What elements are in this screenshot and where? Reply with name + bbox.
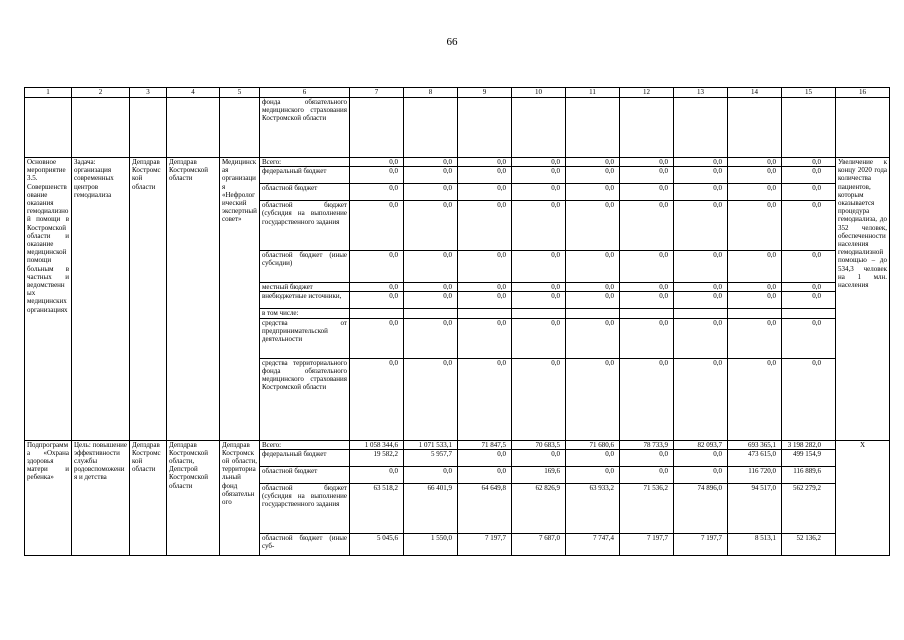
subprogram-col3: Депздрав Костромской области: [130, 440, 167, 555]
subprogram-source-label: федеральный бюджет: [260, 449, 350, 466]
subprogram-value: 78 733,9: [620, 440, 674, 449]
measure-value: 0,0: [782, 184, 836, 201]
measure-value: 0,0: [404, 167, 458, 184]
measure-value: 0,0: [458, 292, 512, 309]
measure-value: 0,0: [404, 292, 458, 309]
measure-value: 0,0: [674, 201, 728, 251]
measure-value: 0,0: [350, 201, 404, 251]
measure-value: [566, 309, 620, 318]
measure-value: 0,0: [458, 201, 512, 251]
measure-value: 0,0: [512, 167, 566, 184]
measure-value: 0,0: [458, 184, 512, 201]
measure-value: 0,0: [404, 158, 458, 167]
column-number-3: 3: [130, 88, 167, 98]
subprogram-source-label: областной бюджет: [260, 466, 350, 483]
measure-value: 0,0: [404, 201, 458, 251]
measure-value: 0,0: [620, 201, 674, 251]
measure-value: 0,0: [620, 251, 674, 283]
column-number-1: 1: [25, 88, 72, 98]
measure-value: 0,0: [566, 283, 620, 292]
measure-value: 0,0: [620, 358, 674, 440]
subprogram-value: 7 747,4: [566, 533, 620, 555]
measure-value: 0,0: [512, 184, 566, 201]
subprogram-value: 0,0: [512, 449, 566, 466]
measure-source-label: в том числе:: [260, 309, 350, 318]
measure-value: 0,0: [674, 318, 728, 358]
subprogram-row: [25, 440, 890, 449]
measure-source-label: федеральный бюджет: [260, 167, 350, 184]
column-number-14: 14: [728, 88, 782, 98]
measure-value: 0,0: [782, 292, 836, 309]
subprogram-value: 0,0: [674, 466, 728, 483]
measure-value: [350, 309, 404, 318]
measure-value: 0,0: [728, 292, 782, 309]
measure-value: 0,0: [458, 358, 512, 440]
subprogram-value: 0,0: [620, 466, 674, 483]
measure-value: 0,0: [566, 201, 620, 251]
measure-value: 0,0: [620, 283, 674, 292]
measure-value: 0,0: [782, 167, 836, 184]
measure-value: 0,0: [566, 251, 620, 283]
subprogram-value: 562 279,2: [782, 483, 836, 533]
measure-col1: Основное мероприятие 3.5. Совершенствование оказания гемодиализной помощи в Костромской области и оказание медицинской помощи больным в частных и ведомственных медицинских организациях: [25, 158, 72, 441]
measure-value: 0,0: [728, 184, 782, 201]
measure-value: 0,0: [620, 158, 674, 167]
subprogram-value: 7 197,7: [620, 533, 674, 555]
measure-value: 0,0: [728, 318, 782, 358]
measure-value: 0,0: [512, 158, 566, 167]
column-number-row: [25, 88, 890, 98]
subprogram-value: 0,0: [674, 449, 728, 466]
subprogram-value: 7 197,7: [458, 533, 512, 555]
subprogram-value: 0,0: [404, 466, 458, 483]
measure-value: 0,0: [674, 167, 728, 184]
column-number-11: 11: [566, 88, 620, 98]
measure-value: 0,0: [404, 251, 458, 283]
subprogram-value: 1 071 533,1: [404, 440, 458, 449]
measure-col4: Депздрав Костромской области: [167, 158, 220, 441]
column-number-15: 15: [782, 88, 836, 98]
column-number-16: 16: [836, 88, 890, 98]
measure-value: 0,0: [728, 283, 782, 292]
measure-value: 0,0: [458, 318, 512, 358]
table-body: [25, 88, 890, 556]
subprogram-value: 19 582,2: [350, 449, 404, 466]
measure-value: 0,0: [458, 251, 512, 283]
measure-row: [25, 158, 890, 167]
subprogram-col16: Х: [836, 440, 890, 555]
subprogram-value: 74 896,0: [674, 483, 728, 533]
subprogram-value: 5 045,6: [350, 533, 404, 555]
subprogram-value: 5 957,7: [404, 449, 458, 466]
measure-value: 0,0: [782, 201, 836, 251]
column-number-8: 8: [404, 88, 458, 98]
subprogram-value: 0,0: [350, 466, 404, 483]
measure-value: 0,0: [728, 158, 782, 167]
subprogram-col1: Подпрограмма «Охрана здоровья матери и ребенка»: [25, 440, 72, 555]
measure-source-label: областной бюджет (субсидия на выполнение государственного задания: [260, 201, 350, 251]
measure-value: 0,0: [674, 358, 728, 440]
subprogram-value: 70 683,5: [512, 440, 566, 449]
measure-source-label: областной бюджет (иные субсидии): [260, 251, 350, 283]
subprogram-source-label: областной бюджет (субсидия на выполнение государственного задания: [260, 483, 350, 533]
measure-value: 0,0: [350, 184, 404, 201]
measure-source-label: Всего:: [260, 158, 350, 167]
measure-value: 0,0: [566, 358, 620, 440]
column-number-2: 2: [72, 88, 130, 98]
measure-value: 0,0: [566, 167, 620, 184]
subprogram-value: 473 615,0: [728, 449, 782, 466]
measure-value: 0,0: [512, 283, 566, 292]
column-number-12: 12: [620, 88, 674, 98]
measure-value: 0,0: [620, 184, 674, 201]
measure-value: 0,0: [728, 167, 782, 184]
subprogram-value: 0,0: [566, 449, 620, 466]
subprogram-col2: Цель: повышение эффективности службы родовспоможения и детства: [72, 440, 130, 555]
measure-value: [404, 309, 458, 318]
subprogram-value: 1 058 344,6: [350, 440, 404, 449]
subprogram-value: 64 649,8: [458, 483, 512, 533]
subprogram-value: 0,0: [620, 449, 674, 466]
measure-value: 0,0: [566, 318, 620, 358]
measure-value: 0,0: [350, 292, 404, 309]
measure-value: 0,0: [350, 358, 404, 440]
measure-source-label: средства территориального фонда обязательного медицинского страхования Костромской области: [260, 358, 350, 440]
measure-value: 0,0: [674, 184, 728, 201]
subprogram-value: 71 847,5: [458, 440, 512, 449]
measure-value: [674, 309, 728, 318]
subprogram-value: 693 365,1: [728, 440, 782, 449]
continuation-row: [25, 98, 890, 158]
measure-value: 0,0: [782, 318, 836, 358]
column-number-10: 10: [512, 88, 566, 98]
subprogram-col4: Депздрав Костромской области, Депстрой Костромской области: [167, 440, 220, 555]
measure-value: 0,0: [782, 358, 836, 440]
subprogram-value: 3 198 282,0: [782, 440, 836, 449]
column-number-4: 4: [167, 88, 220, 98]
column-number-7: 7: [350, 88, 404, 98]
column-number-13: 13: [674, 88, 728, 98]
subprogram-value: 63 518,2: [350, 483, 404, 533]
measure-col5: Медицинская организация «Нефрологический экспертный совет»: [220, 158, 260, 441]
measure-value: 0,0: [458, 167, 512, 184]
measure-value: 0,0: [782, 158, 836, 167]
subprogram-value: 499 154,9: [782, 449, 836, 466]
measure-source-label: областной бюджет: [260, 184, 350, 201]
subprogram-value: 0,0: [458, 449, 512, 466]
measure-value: 0,0: [512, 201, 566, 251]
measure-value: 0,0: [728, 201, 782, 251]
measure-source-label: средства от предпринимательской деятельности: [260, 318, 350, 358]
measure-value: 0,0: [458, 283, 512, 292]
continuation-label: фонда обязательного медицинского страхования Костромской области: [260, 98, 350, 158]
column-number-6: 6: [260, 88, 350, 98]
column-number-9: 9: [458, 88, 512, 98]
subprogram-value: 1 550,0: [404, 533, 458, 555]
measure-value: 0,0: [728, 251, 782, 283]
subprogram-value: 116 720,0: [728, 466, 782, 483]
measure-value: 0,0: [350, 167, 404, 184]
subprogram-value: 7 687,0: [512, 533, 566, 555]
measure-source-label: внебюджетные источники,: [260, 292, 350, 309]
subprogram-value: 94 517,0: [728, 483, 782, 533]
subprogram-value: 52 136,2: [782, 533, 836, 555]
column-number-5: 5: [220, 88, 260, 98]
subprogram-value: 62 826,9: [512, 483, 566, 533]
subprogram-value: 71 536,2: [620, 483, 674, 533]
budget-table: [24, 87, 890, 556]
subprogram-value: 0,0: [566, 466, 620, 483]
subprogram-value: 66 401,9: [404, 483, 458, 533]
measure-value: 0,0: [350, 318, 404, 358]
measure-value: 0,0: [512, 358, 566, 440]
measure-value: 0,0: [674, 251, 728, 283]
measure-value: 0,0: [512, 318, 566, 358]
subprogram-col5: Депздрав Костромской области, территориальный фонд обязательного: [220, 440, 260, 555]
subprogram-value: 8 513,1: [728, 533, 782, 555]
measure-value: [458, 309, 512, 318]
measure-value: [782, 309, 836, 318]
measure-value: 0,0: [620, 292, 674, 309]
measure-value: 0,0: [566, 292, 620, 309]
measure-value: 0,0: [620, 167, 674, 184]
measure-value: 0,0: [404, 283, 458, 292]
measure-value: 0,0: [458, 158, 512, 167]
subprogram-value: 116 889,6: [782, 466, 836, 483]
subprogram-value: 169,6: [512, 466, 566, 483]
measure-value: 0,0: [674, 283, 728, 292]
measure-value: 0,0: [728, 358, 782, 440]
measure-col16: Увеличение к концу 2020 года количества пациентов, которым оказывается процедура гемодиализа, до 352 человек, обеспеченности населения гемодиализной помощью – до 534,3 человек на 1 млн. населения: [836, 158, 890, 441]
subprogram-value: 82 093,7: [674, 440, 728, 449]
measure-value: [728, 309, 782, 318]
measure-value: 0,0: [620, 318, 674, 358]
measure-value: 0,0: [782, 251, 836, 283]
measure-value: [512, 309, 566, 318]
subprogram-source-label: областной бюджет (иные суб-: [260, 533, 350, 555]
subprogram-source-label: Всего:: [260, 440, 350, 449]
measure-col3: Депздрав Костромской области: [130, 158, 167, 441]
subprogram-value: 0,0: [458, 466, 512, 483]
measure-value: 0,0: [350, 251, 404, 283]
measure-value: 0,0: [404, 318, 458, 358]
page-number: 66: [446, 36, 458, 48]
measure-value: 0,0: [674, 292, 728, 309]
subprogram-value: 63 933,2: [566, 483, 620, 533]
measure-value: 0,0: [512, 251, 566, 283]
measure-value: [620, 309, 674, 318]
measure-value: 0,0: [566, 158, 620, 167]
measure-value: 0,0: [782, 283, 836, 292]
measure-value: 0,0: [512, 292, 566, 309]
measure-value: 0,0: [674, 158, 728, 167]
measure-value: 0,0: [350, 283, 404, 292]
measure-value: 0,0: [566, 184, 620, 201]
measure-col2: Задача: организация современных центров гемодиализа: [72, 158, 130, 441]
subprogram-value: 71 680,6: [566, 440, 620, 449]
subprogram-value: 7 197,7: [674, 533, 728, 555]
measure-value: 0,0: [404, 358, 458, 440]
measure-value: 0,0: [350, 158, 404, 167]
measure-source-label: местный бюджет: [260, 283, 350, 292]
measure-value: 0,0: [404, 184, 458, 201]
